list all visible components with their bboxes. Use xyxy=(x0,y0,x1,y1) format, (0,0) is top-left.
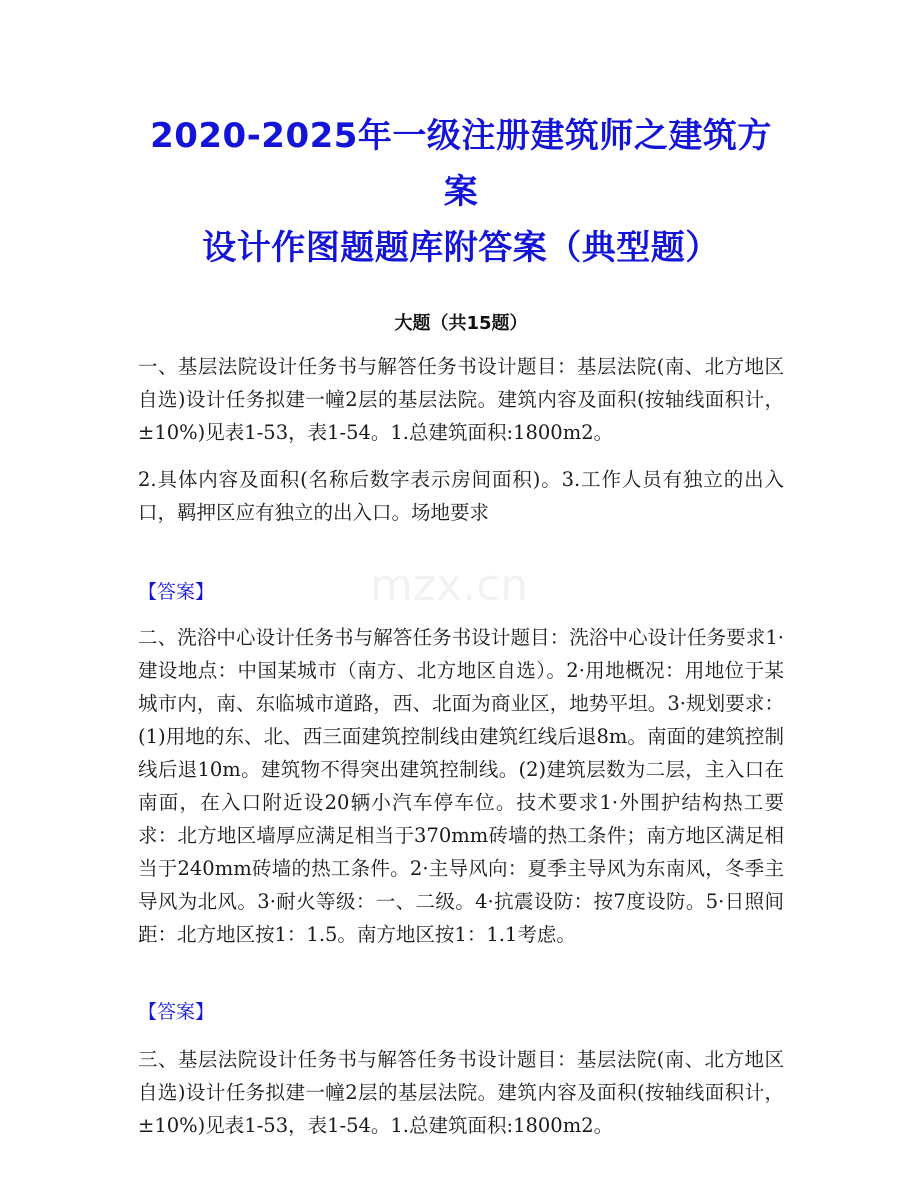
question-1-paragraph-1: 一、基层法院设计任务书与解答任务书设计题目：基层法院(南、北方地区自选)设计任务拟建一幢2层的基层法院。建筑内容及面积(按轴线面积计，±10%)见表1-53，表1-54。1.总建筑面积:1800m2。 xyxy=(138,355,784,444)
watermark: mzx.cn xyxy=(370,560,529,611)
question-2-paragraph-1: 二、洗浴中心设计任务书与解答任务书设计题目：洗浴中心设计任务要求1·建设地点：中国某城市（南方、北方地区自选）。2·用地概况：用地位于某城市内，南、东临城市道路，西、北面为商业区，地势平坦。3·规划要求：(1)用地的东、北、西三面建筑控制线由建筑红线后退8m。南面的建筑控制线后退10m。建筑物不得突出建筑控制线。(2)建筑层数为二层，主入口在南面，在入口附近设20辆小汽车停车位。技术要求1·外围护结构热工要求：北方地区墙厚应满足相当于370mm砖墙的热工条件；南方地区满足相当于240mm砖墙的热工条件。2·主导风向：夏季主导风为东南风，冬季主导风为北风。3·耐火等级：一、二级。4·抗震设防：按7度设防。5·日照间距：北方地区按1：1.5。南方地区按1：1.1考虑。 xyxy=(138,626,784,946)
question-3-paragraph-1: 三、基层法院设计任务书与解答任务书设计题目：基层法院(南、北方地区自选)设计任务拟建一幢2层的基层法院。建筑内容及面积(按轴线面积计，±10%)见表1-53，表1-54。1.总建筑面积:1800m2。 xyxy=(138,1048,784,1137)
answer-link-2[interactable]: 【答案】 xyxy=(138,1001,215,1023)
title-line-1: 2020-2025年一级注册建筑师之建筑方案 xyxy=(150,116,772,212)
question-1-paragraph-2: 2.具体内容及面积(名称后数字表示房间面积)。3.工作人员有独立的出入口，羁押区应有独立的出入口。场地要求 xyxy=(138,468,784,524)
answer-link-1[interactable]: 【答案】 xyxy=(138,581,215,603)
document-title xyxy=(138,0,784,276)
section-header: 大题（共15题） xyxy=(394,313,528,334)
title-line-2: 设计作图题题库附答案（典型题） xyxy=(202,228,720,268)
